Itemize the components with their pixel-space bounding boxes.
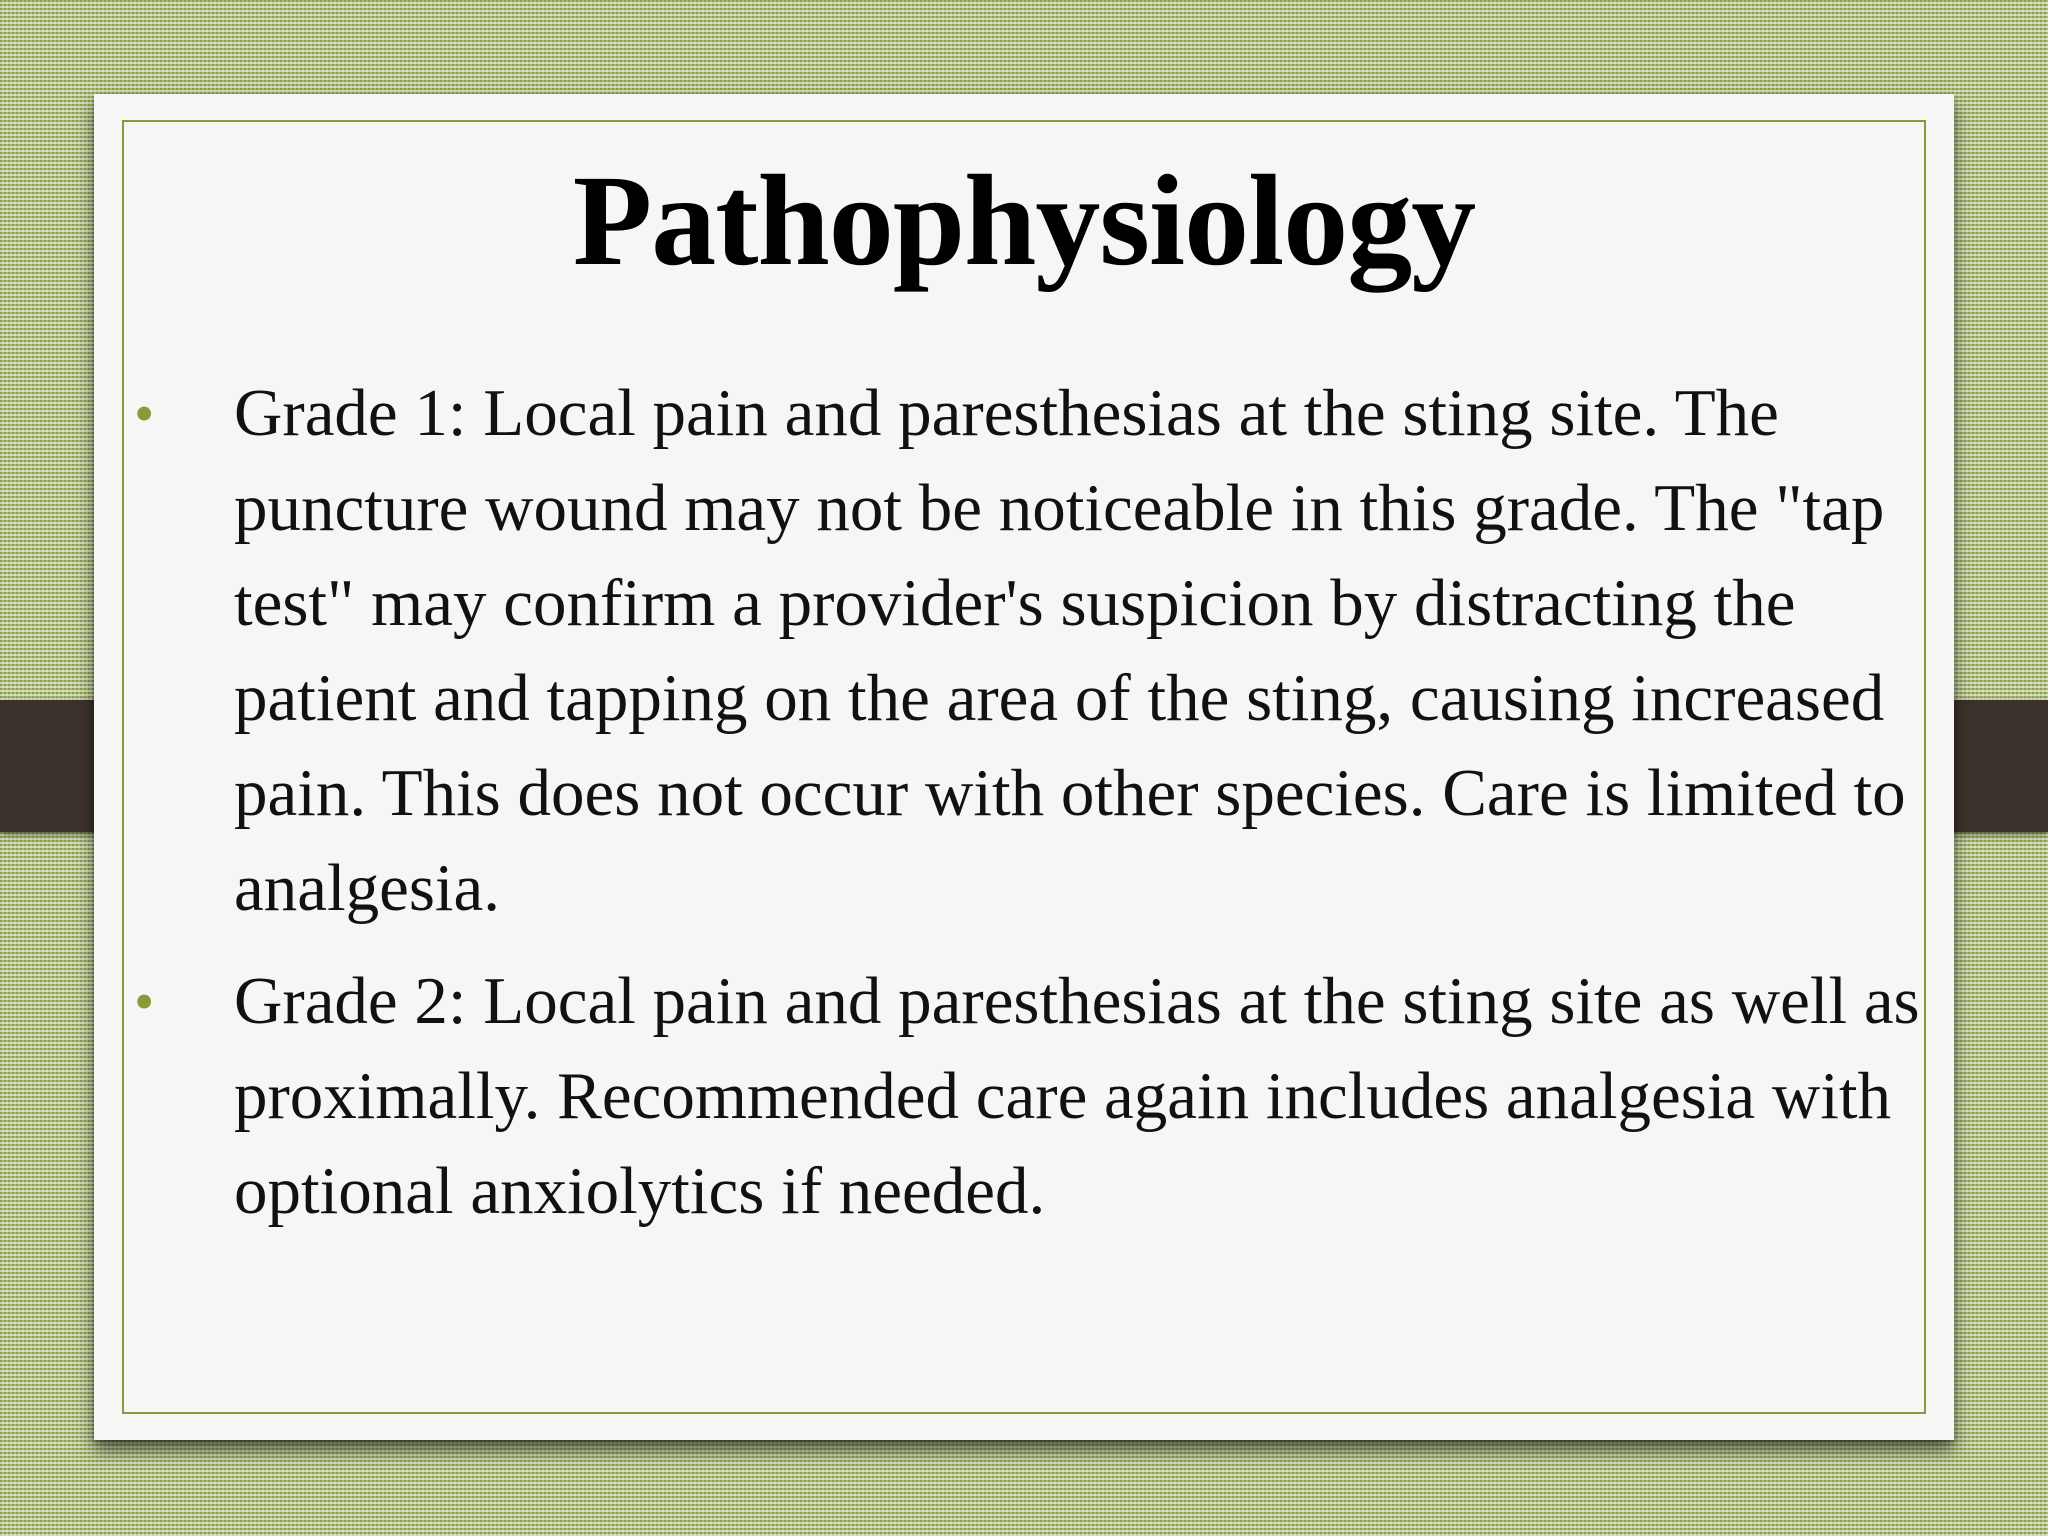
bullet-text: Grade 1: Local pain and paresthesias at the sting site. The puncture wound may not be noticeable in this grade. The "tap test" may confirm a provider's suspicion by distracting the patient and tapping on the area of the sting, causing increased pain. This does not occur with other species. Care is limited to analgesia. xyxy=(234,376,1906,925)
bullet-list xyxy=(134,366,1964,1257)
bullet-dot-icon: • xyxy=(134,381,155,446)
bullet-dot-icon: • xyxy=(134,969,155,1034)
slide-card xyxy=(94,94,1954,1440)
bullet-item-grade-1 xyxy=(134,366,1964,936)
bullet-item-grade-2 xyxy=(134,954,1964,1239)
slide-title: Pathophysiology xyxy=(572,149,1476,293)
bullet-text: Grade 2: Local pain and paresthesias at the sting site as well as proximally. Recommended care again includes analgesia with optional anxiolytics if needed. xyxy=(234,964,1920,1228)
